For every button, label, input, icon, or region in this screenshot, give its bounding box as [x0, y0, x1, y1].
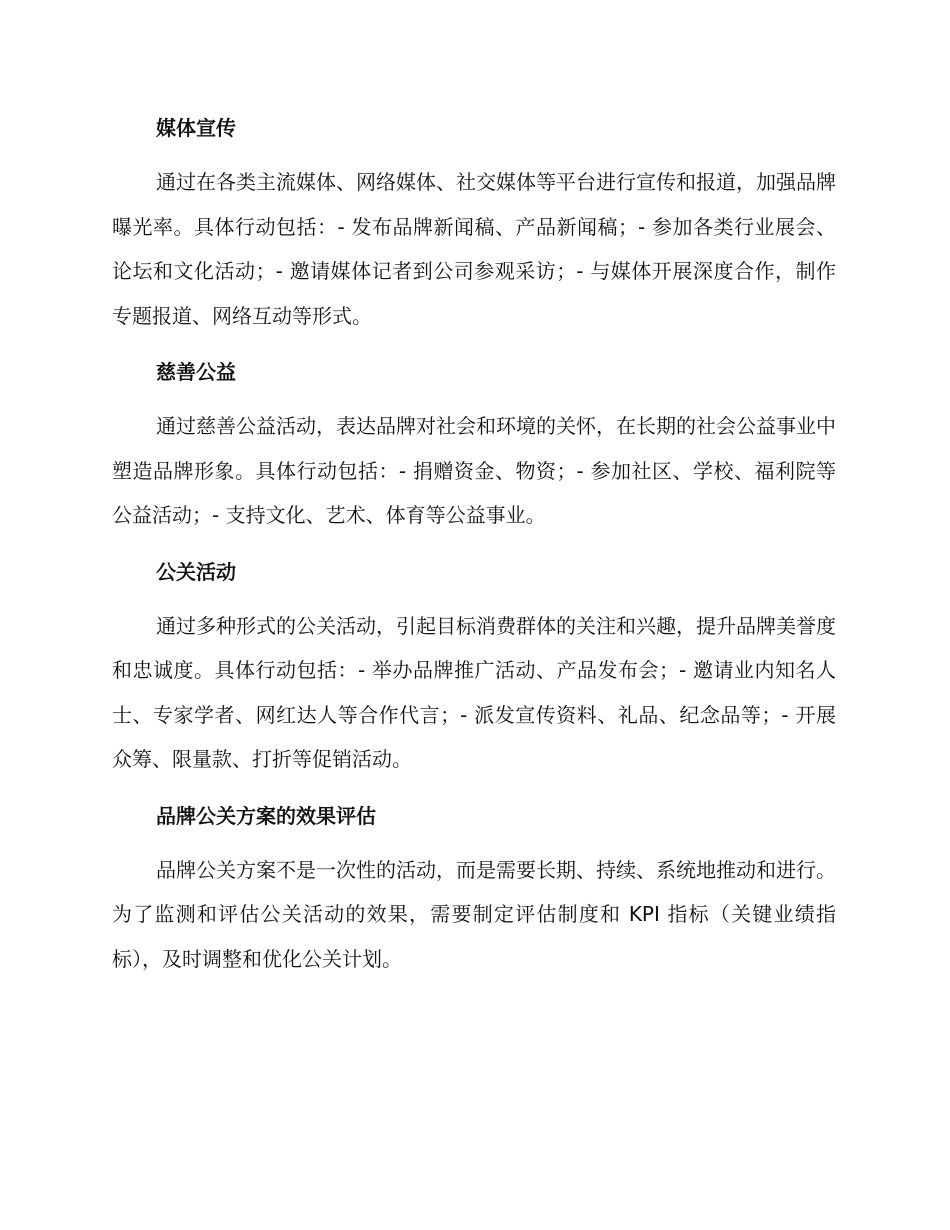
section-pr-activities: [112, 552, 836, 782]
section-paragraph: 品牌公关方案不是一次性的活动，而是需要长期、持续、系统地推动和进行。为了监测和评估公关活动的效果，需要制定评估制度和 KPI 指标（关键业绩指标），及时调整和优化公关计划。: [112, 857, 836, 971]
section-paragraph: 通过慈善公益活动，表达品牌对社会和环境的关怀，在长期的社会公益事业中塑造品牌形象。具体行动包括：- 捐赠资金、物资；- 参加社区、学校、福利院等公益活动；- 支持文化、艺术、体育等公益事业。: [112, 414, 836, 527]
section-paragraph: 通过多种形式的公关活动，引起目标消费群体的关注和兴趣，提升品牌美誉度和忠诚度。具体行动包括：- 举办品牌推广活动、产品发布会；- 邀请业内知名人士、专家学者、网红达人等合作代言；- 派发宣传资料、礼品、纪念品等；- 开展众筹、限量款、打折等促销活动。: [112, 613, 836, 771]
section-effect-evaluation: [112, 796, 836, 982]
section-heading: 品牌公关方案的效果评估: [156, 803, 376, 828]
document-content: [112, 108, 836, 995]
section-media-promotion: [112, 108, 836, 338]
section-heading: 慈善公益: [156, 360, 236, 384]
section-charity: [112, 352, 836, 538]
section-heading: 媒体宣传: [156, 116, 236, 140]
section-paragraph: 通过在各类主流媒体、网络媒体、社交媒体等平台进行宣传和报道，加强品牌曝光率。具体行动包括：- 发布品牌新闻稿、产品新闻稿；- 参加各类行业展会、论坛和文化活动；- 邀请媒体记者到公司参观采访；- 与媒体开展深度合作，制作专题报道、网络互动等形式。: [112, 170, 836, 328]
section-heading: 公关活动: [156, 559, 236, 584]
